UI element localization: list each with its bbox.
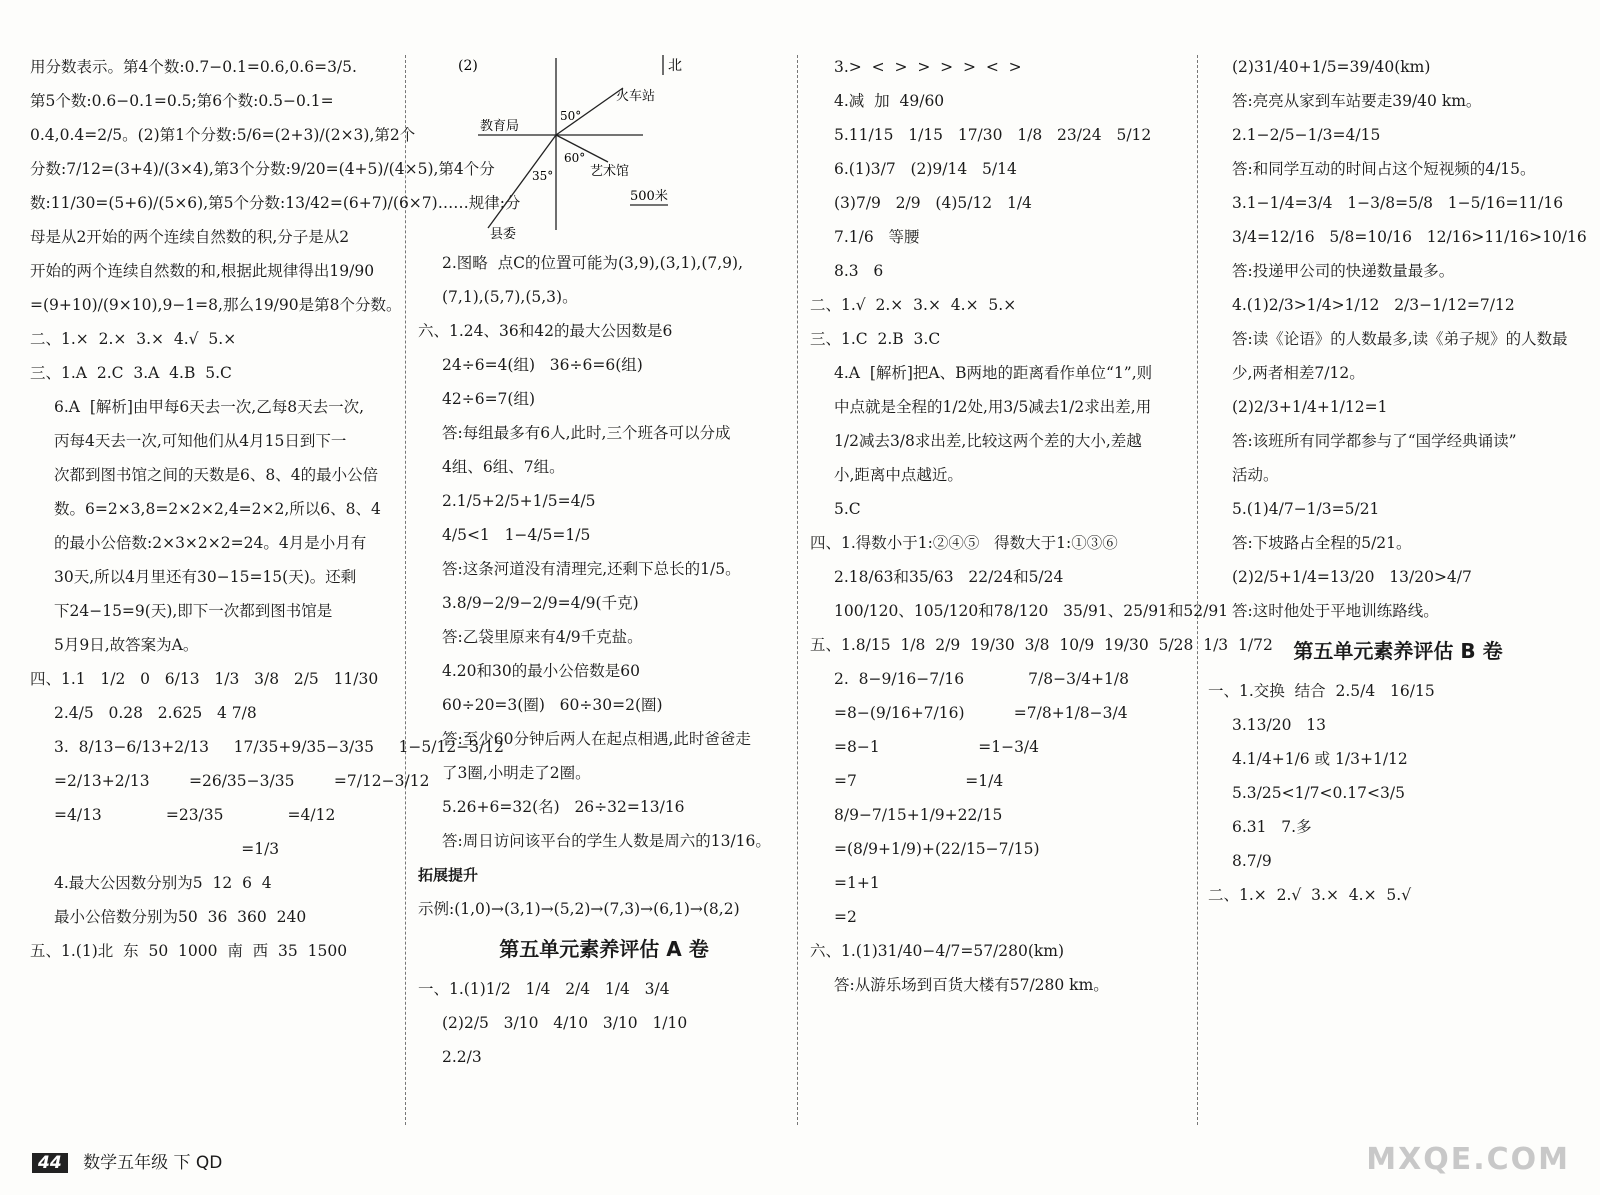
text-line: 2.1/5+2/5+1/5=4/5 (442, 492, 596, 510)
text-line: =7 =1/4 (834, 772, 1004, 790)
section-a-title: 第五单元素养评估 A 卷 (499, 937, 709, 961)
text-line: =2/13+2/13 =26/35−3/35 =7/12−3/12 (54, 772, 430, 790)
text-line: 4组、6组、7组。 (442, 458, 565, 476)
north-label: 北 (668, 58, 682, 74)
text-line: 4.A [解析]把A、B两地的距离看作单位“1”,则 (834, 364, 1153, 382)
text-line: 六、1.24、36和42的最大公因数是6 (418, 322, 673, 340)
text-line: 5.11/15 1/15 17/30 1/8 23/24 5/12 (834, 126, 1152, 144)
text-line: 100/120、105/120和78/120 35/91、25/91和52/91 (834, 602, 1229, 620)
extension-line: 示例:(1,0)→(3,1)→(5,2)→(7,3)→(6,1)→(8,2) (418, 900, 740, 918)
text-line: 母是从2开始的两个连续自然数的积,分子是从2 (30, 228, 350, 246)
text-line: 3.1−1/4=3/4 1−3/8=5/8 1−5/16=11/16 (1232, 194, 1564, 212)
text-line: 三、1.A 2.C 3.A 4.B 5.C (30, 364, 232, 382)
text-line: 4.20和30的最小公倍数是60 (442, 662, 640, 680)
text-line: 答:和同学互动的时间占这个短视频的4/15。 (1232, 160, 1536, 178)
text-line: 5.3/25<1/7<0.17<3/5 (1232, 784, 1405, 802)
column-divider (405, 55, 406, 1125)
text-line: 8.7/9 (1232, 852, 1272, 870)
text-line: 答:读《论语》的人数最多,读《弟子规》的人数最 (1232, 330, 1568, 348)
text-line: 24÷6=4(组) 36÷6=6(组) (442, 356, 643, 374)
text-line: 中点就是全程的1/2处,用3/5减去1/2求出差,用 (834, 398, 1152, 416)
text-line: 4.最大公因数分别为5 12 6 4 (54, 874, 272, 892)
watermark: MXQE.COM (1366, 1142, 1570, 1177)
text-line: 42÷6=7(组) (442, 390, 536, 408)
text-line: 数:11/30=(5+6)/(5×6),第5个分数:13/42=(6+7)/(6×7)……规律:分 (30, 194, 521, 212)
text-line: 五、1.(1)北 东 50 1000 南 西 35 1500 (30, 942, 348, 960)
text-line: 答:周日访问该平台的学生人数是周六的13/16。 (442, 832, 771, 850)
text-line: =4/13 =23/35 =4/12 (54, 806, 336, 824)
text-line: 丙每4天去一次,可知他们从4月15日到下一 (54, 432, 347, 450)
text-line: (2)31/40+1/5=39/40(km) (1232, 58, 1431, 76)
text-line: 答:这时他处于平地训练路线。 (1232, 602, 1439, 620)
text-line: 答:从游乐场到百货大楼有57/280 km。 (834, 976, 1109, 994)
county-label: 县委 (490, 227, 517, 242)
text-line: 5.C (834, 500, 861, 518)
extension-title: 拓展提升 (418, 866, 479, 884)
text-line: 4/5<1 1−4/5=1/5 (442, 526, 591, 544)
column-4 (1208, 50, 1588, 1140)
bureau-label: 教育局 (480, 119, 520, 134)
text-line: 答:下坡路占全程的5/21。 (1232, 534, 1412, 552)
text-line: 6.31 7.多 (1232, 818, 1312, 836)
text-line: 3.> < > > > > < > (834, 58, 1022, 76)
section-b-title: 第五单元素养评估 B 卷 (1293, 639, 1503, 663)
text-line: 的最小公倍数:2×3×2×2=24。4月是小月有 (54, 534, 367, 552)
text-line: 一、1.(1)1/2 1/4 2/4 1/4 3/4 (418, 980, 670, 998)
text-line: 开始的两个连续自然数的和,根据此规律得出19/90 (30, 262, 375, 280)
angle-50: 50° (560, 109, 582, 123)
text-line: 2.1−2/5−1/3=4/15 (1232, 126, 1381, 144)
text-line: 最小公倍数分别为50 36 360 240 (54, 908, 307, 926)
text-line: 2.4/5 0.28 2.625 4 7/8 (54, 704, 257, 722)
text-line: 1/2减去3/8求出差,比较这两个差的大小,差越 (834, 432, 1142, 450)
text-line: 2.图略 点C的位置可能为(3,9),(3,1),(7,9), (442, 254, 744, 272)
text-line: (2)2/5 3/10 4/10 3/10 1/10 (442, 1014, 688, 1032)
text-line: 4.(1)2/3>1/4>1/12 2/3−1/12=7/12 (1232, 296, 1515, 314)
text-line: 分数:7/12=(3+4)/(3×4),第3个分数:9/20=(4+5)/(4×5),第4个分 (30, 160, 495, 178)
text-line: 次都到图书馆之间的天数是6、8、4的最小公倍 (54, 466, 379, 484)
text-line: 30天,所以4月里还有30−15=15(天)。还剩 (54, 568, 357, 586)
text-line: 四、1.得数小于1:②④⑤ 得数大于1:①③⑥ (810, 534, 1118, 552)
text-line: =8−1 =1−3/4 (834, 738, 1040, 756)
text-line: 六、1.(1)31/40−4/7=57/280(km) (810, 942, 1065, 960)
angle-60: 60° (564, 151, 586, 165)
text-line: 四、1.1 1/2 0 6/13 1/3 3/8 2/5 11/30 (30, 670, 379, 688)
text-line: 5月9日,故答案为A。 (54, 636, 199, 654)
text-line: 2.18/63和35/63 22/24和5/24 (834, 568, 1064, 586)
angle-35: 35° (532, 169, 554, 183)
text-line: 少,两者相差7/12。 (1232, 364, 1365, 382)
text-line: =1/3 (54, 840, 280, 858)
text-line: 答:每组最多有6人,此时,三个班各可以分成 (442, 424, 731, 442)
text-line: 五、1.8/15 1/8 2/9 19/30 3/8 10/9 19/30 5/28 1/3 1/72 (810, 636, 1273, 654)
museum-label: 艺术馆 (590, 164, 630, 179)
text-line: 答:这条河道没有清理完,还剩下总长的1/5。 (442, 560, 741, 578)
diagram-number: (2) (458, 58, 478, 74)
text-line: 7.1/6 等腰 (834, 228, 920, 246)
direction-diagram-svg (418, 50, 788, 240)
text-line: 3/4=12/16 5/8=10/16 12/16>11/16>10/16 (1232, 228, 1587, 246)
text-line: 答:投递甲公司的快递数量最多。 (1232, 262, 1455, 280)
text-line: 3.8/9−2/9−2/9=4/9(千克) (442, 594, 639, 612)
section-b-lines (1208, 674, 1588, 912)
text-line: 2. 8−9/16−7/16 7/8−3/4+1/8 (834, 670, 1129, 688)
text-line: 3.13/20 13 (1232, 716, 1326, 734)
text-line: =2 (834, 908, 857, 926)
section-a-lines (418, 972, 790, 1074)
book-title: 数学五年级 下 QD (83, 1153, 223, 1173)
text-line: 下24−15=9(天),即下一次都到图书馆是 (54, 602, 333, 620)
text-line: 4.1/4+1/6 或 1/3+1/12 (1232, 750, 1408, 768)
text-line: 一、1.交换 结合 2.5/4 16/15 (1208, 682, 1435, 700)
text-line: =8−(9/16+7/16) =7/8+1/8−3/4 (834, 704, 1128, 722)
station-label: 火车站 (616, 89, 656, 104)
text-line: 5.(1)4/7−1/3=5/21 (1232, 500, 1380, 518)
page-footer (32, 1148, 222, 1173)
text-line: 8/9−7/15+1/9+22/15 (834, 806, 1003, 824)
scale-label: 500米 (630, 189, 668, 204)
text-line: 三、1.C 2.B 3.C (810, 330, 941, 348)
text-line: 6.(1)3/7 (2)9/14 5/14 (834, 160, 1017, 178)
text-line: 2.2/3 (442, 1048, 482, 1066)
text-line: 答:乙袋里原来有4/9千克盐。 (442, 628, 643, 646)
text-line: 二、1.√ 2.× 3.× 4.× 5.× (810, 296, 1017, 314)
text-line: (2)2/3+1/4+1/12=1 (1232, 398, 1388, 416)
text-line: 5.26+6=32(名) 26÷32=13/16 (442, 798, 685, 816)
text-line: (2)2/5+1/4=13/20 13/20>4/7 (1232, 568, 1472, 586)
column-4-lines (1208, 50, 1588, 628)
direction-diagram (418, 50, 790, 240)
text-line: (3)7/9 2/9 (4)5/12 1/4 (834, 194, 1032, 212)
text-line: (7,1),(5,7),(5,3)。 (442, 288, 578, 306)
text-line: 6.A [解析]由甲每6天去一次,乙每8天去一次, (54, 398, 365, 416)
text-line: 用分数表示。第4个数:0.7−0.1=0.6,0.6=3/5. (30, 58, 357, 76)
column-2-lines (418, 246, 790, 858)
text-line: 小,距离中点越近。 (834, 466, 963, 484)
text-line: 答:该班所有同学都参与了“国学经典诵读” (1232, 432, 1517, 450)
text-line: =(8/9+1/9)+(22/15−7/15) (834, 840, 1040, 858)
text-line: 答:亮亮从家到车站要走39/40 km。 (1232, 92, 1482, 110)
text-line: 4.减 加 49/60 (834, 92, 945, 110)
text-line: 活动。 (1232, 466, 1279, 484)
text-line: 3. 8/13−6/13+2/13 17/35+9/35−3/35 1−5/12−3/12 (54, 738, 505, 756)
text-line: =1+1 (834, 874, 880, 892)
column-divider (797, 55, 798, 1125)
column-divider (1197, 55, 1198, 1125)
text-line: =(9+10)/(9×10),9−1=8,那么19/90是第8个分数。 (30, 296, 402, 314)
text-line: 8.3 6 (834, 262, 884, 280)
column-2 (418, 50, 790, 1140)
text-line: 答:至少60分钟后两人在起点相遇,此时爸爸走 (442, 730, 751, 748)
text-line: 二、1.× 2.× 3.× 4.√ 5.× (30, 330, 237, 348)
text-line: 60÷20=3(圈) 60÷30=2(圈) (442, 696, 663, 714)
text-line: 了3圈,小明走了2圈。 (442, 764, 591, 782)
text-line: 第5个数:0.6−0.1=0.5;第6个数:0.5−0.1= (30, 92, 334, 110)
text-line: 二、1.× 2.√ 3.× 4.× 5.√ (1208, 886, 1412, 904)
text-line: 数。6=2×3,8=2×2×2,4=2×2,所以6、8、4 (54, 500, 381, 518)
page-number: 44 (32, 1153, 68, 1173)
text-line: 0.4,0.4=2/5。(2)第1个分数:5/6=(2+3)/(2×3),第2个 (30, 126, 416, 144)
